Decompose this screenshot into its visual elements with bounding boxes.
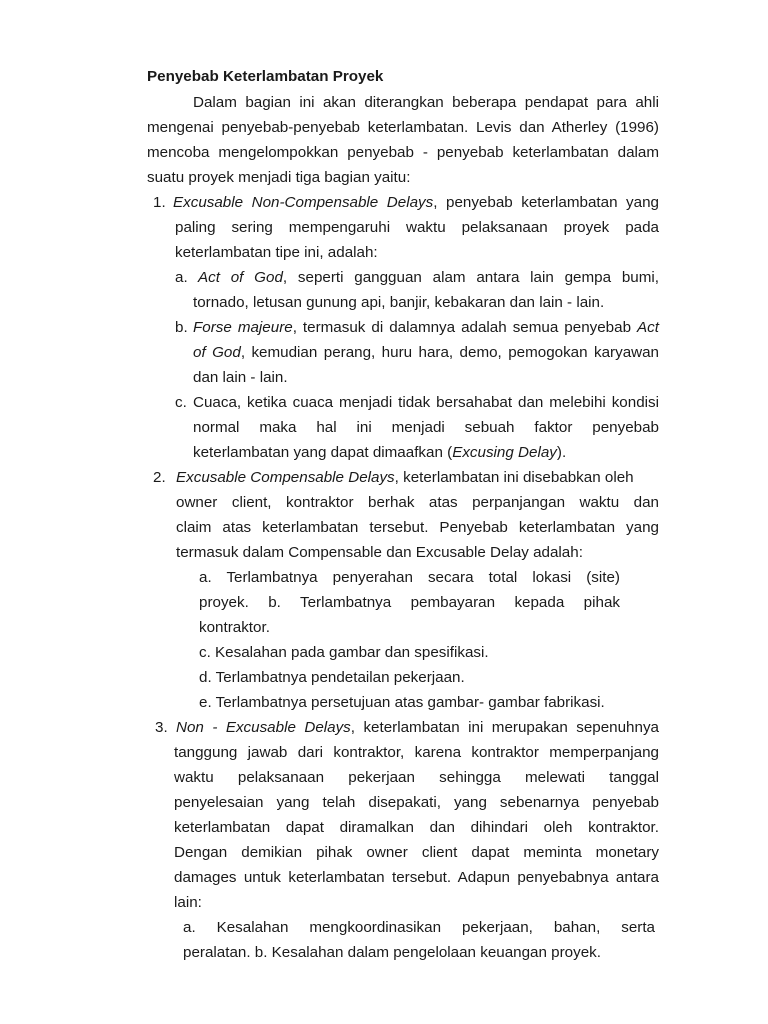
item2-sub-d: d. Terlambatnya pendetailan pekerjaan. — [199, 669, 465, 686]
item3-line-1-rest: , keterlambatan ini merupakan sepenuhnya — [350, 719, 659, 736]
item1a-line-1-rest: , seperti gangguan alam antara lain gempa bumi, — [282, 269, 659, 286]
item1a-line-2: tornado, letusan gunung api, banjir, kebakaran dan lain - lain. — [193, 294, 605, 311]
item1a-letter: a. — [175, 269, 188, 286]
section-title: Penyebab Keterlambatan Proyek — [147, 68, 384, 85]
item1c-line-1: Cuaca, ketika cuaca menjadi tidak bersahabat dan melebihi kondisi — [193, 394, 659, 411]
item3-line-4: penyelesaian yang telah disepakati, yang sebenarnya penyebab — [174, 794, 659, 811]
item3-number: 3. — [155, 719, 168, 736]
item1-line-3: keterlambatan tipe ini, adalah: — [175, 244, 378, 261]
item1a-line-1 — [198, 268, 659, 288]
item1-line-1 — [173, 193, 659, 213]
item2-term: Excusable Compensable Delays — [176, 469, 395, 486]
item1-number: 1. — [153, 194, 166, 211]
item2-line-3: claim atas keterlambatan tersebut. Penyebab keterlambatan yang — [176, 519, 659, 536]
item1-line-2: paling sering mempengaruhi waktu pelaksanaan proyek pada — [175, 219, 659, 236]
item1c-line-3 — [193, 443, 566, 463]
intro-line-2: mengenai penyebab-penyebab keterlambatan. Levis dan Atherley (1996) — [147, 119, 659, 136]
item1b-letter: b. — [175, 319, 188, 336]
item1c-term: Excusing Delay — [452, 444, 557, 461]
item3-line-1 — [176, 718, 659, 738]
item2-line-1-rest: , keterlambatan ini disebabkan oleh — [394, 469, 634, 486]
intro-line-3: mencoba mengelompokkan penyebab - penyebab keterlambatan dalam — [147, 144, 659, 161]
item2-sub-line-1: a. Terlambatnya penyerahan secara total lokasi (site) — [199, 569, 620, 586]
item1b-line-3: dan lain - lain. — [193, 369, 288, 386]
item2-sub-line-3: kontraktor. — [199, 619, 270, 636]
item1b-term2-a: Act — [637, 319, 659, 336]
item2-sub-e: e. Terlambatnya persetujuan atas gambar- gambar fabrikasi. — [199, 694, 605, 711]
item1b-line-2-rest: , kemudian perang, huru hara, demo, pemogokan karyawan — [240, 344, 660, 361]
item1a-term: Act of God — [198, 269, 283, 286]
item1-line-1-rest: , penyebab keterlambatan yang — [433, 194, 659, 211]
item2-line-1 — [176, 468, 634, 488]
item2-number: 2. — [153, 469, 166, 486]
item1-term: Excusable Non-Compensable Delays — [173, 194, 434, 211]
item1c-line-2: normal maka hal ini menjadi sebuah faktor penyebab — [193, 419, 659, 436]
item3-line-6: Dengan demikian pihak owner client dapat meminta monetary — [174, 844, 659, 861]
item1b-line-2 — [193, 343, 659, 363]
item3-line-5: keterlambatan dapat diramalkan dan dihindari oleh kontraktor. — [174, 819, 659, 836]
item1c-line-3-post: ). — [556, 444, 567, 461]
item3-line-7: damages untuk keterlambatan tersebut. Adapun penyebabnya antara — [174, 869, 659, 886]
item3-sub-line-2: peralatan. b. Kesalahan dalam pengelolaan keuangan proyek. — [183, 944, 601, 961]
item3-line-3: waktu pelaksanaan pekerjaan sehingga melewati tanggal — [174, 769, 659, 786]
item3-line-2: tanggung jawab dari kontraktor, karena kontraktor memperpanjang — [174, 744, 659, 761]
item3-term: Non - Excusable Delays — [176, 719, 351, 736]
item2-line-4: termasuk dalam Compensable dan Excusable Delay adalah: — [176, 544, 583, 561]
item3-line-8: lain: — [174, 894, 202, 911]
intro-line-4: suatu proyek menjadi tiga bagian yaitu: — [147, 169, 411, 186]
item2-line-2: owner client, kontraktor berhak atas perpanjangan waktu dan — [176, 494, 659, 511]
item3-sub-line-1: a. Kesalahan mengkoordinasikan pekerjaan, bahan, serta — [183, 919, 655, 936]
intro-line-1: Dalam bagian ini akan diterangkan beberapa pendapat para ahli — [193, 94, 659, 111]
item1b-line-1-mid: , termasuk di dalamnya adalah semua penyebab — [292, 319, 632, 336]
item1c-line-3-pre: keterlambatan yang dapat dimaafkan ( — [193, 444, 453, 461]
item1b-term2-b: of God — [193, 344, 241, 361]
item2-sub-c: c. Kesalahan pada gambar dan spesifikasi. — [199, 644, 489, 661]
item1b-line-1 — [193, 318, 659, 338]
item1c-letter: c. — [175, 394, 187, 411]
item2-sub-line-2: proyek. b. Terlambatnya pembayaran kepada pihak — [199, 594, 620, 611]
item1b-term: Forse majeure — [193, 319, 293, 336]
